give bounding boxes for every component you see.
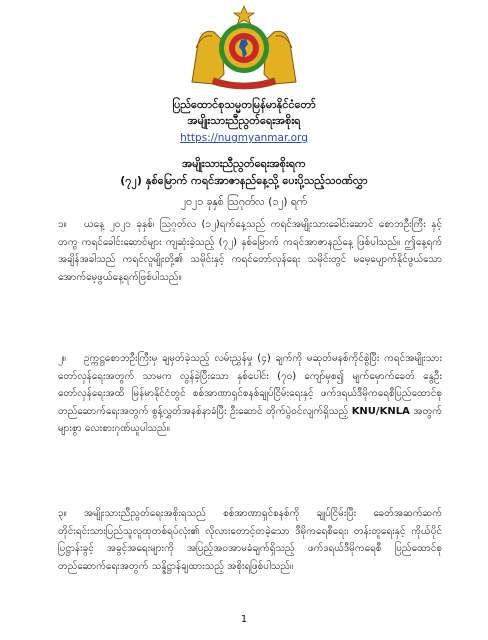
paragraph-1 bbox=[58, 216, 442, 286]
paragraph-3 bbox=[58, 505, 442, 575]
statement-title-line-1: အမျိုးသားညီညွတ်ရေးအစိုးရက bbox=[182, 157, 306, 170]
statement-date: ၂၀၂၁ ခုနှစ် ဩဂုတ်လ (၁၂) ရက် bbox=[180, 196, 308, 208]
paragraph-number: ၂။ bbox=[58, 353, 66, 364]
paragraph-2 bbox=[58, 350, 442, 438]
statement-title-line-2: (၇၂) နှစ်မြောက် ကရင်အာဇာနည်နေ့သို့ ပေးပို့သည့်သဝဏ်လွှာ bbox=[120, 174, 368, 187]
header-line-1: ပြည်ထောင်စုသမ္မတမြန်မာနိုင်ငံတော် bbox=[172, 98, 316, 111]
organization-name: KNU/KNLA bbox=[351, 405, 410, 417]
paragraph-text: ယနေ့ ၂၀၂၁ ခုနှစ်၊ ဩဂုတ်လ (၁၂)ရက်နေ့သည် ကရင်အမျိုးသားခေါင်းဆောင် စောဘဦးကြီး နှင့်တကွ ကရင်ခေါင်းဆောင်များ ကျဆုံးခဲ့သည့် (၇၂) နှစ်မြောက် ကရင်အာဇာနည်နေ့ ဖြစ်ပါသည်။ ဤနေ့ရက်အချိန်အခါသည် ကရင်လူမျိုးတို့၏ သမိုင်းနှင့် ကရင်တော်လှန်ရေး သမိုင်းတွင် မမေ့ပျောက်နိုင်ဖွယ်သော အောက်မေ့ဖွယ်နေ့ရက်ဖြစ်ပါသည်။ bbox=[58, 219, 442, 283]
paragraph-number: ၁။ bbox=[58, 219, 67, 230]
state-emblem-icon bbox=[184, 4, 304, 90]
paragraph-text: အမျိုးသားညီညွတ်ရေးအစိုးရသည် စစ်အာဏာရှင်စနစ်ကို ချုပ်ငြိမ်းပြီး ခေတ်အဆက်ဆက် တိုင်းရင်းသားပြည်သူလူထုတစ်ရပ်လုံး၏ လိုလားတောင့်တခဲ့သော ဒီမိုကရေစီရေး၊ တန်းတူရေးနှင့် ကိုယ်ပိုင်ပြဋ္ဌာန်းခွင့် အခွင့်အရေးများကို အပြည့်အဝအာမခံချက်ရှိသည့် ဖက်ဒရယ်ဒီမိုကရေစီ ပြည်ထောင်စု တည်ဆောက်ရေးအတွက် သန္နိဋ္ဌာန်ချထားသည့် အစိုးရဖြစ်ပါသည်။ bbox=[58, 508, 442, 572]
paragraph-text: ဥက္ကဋ္ဌစောဘဦးကြီးမှ ချမှတ်ခဲ့သည့် လမ်းညွှန်မှု (၄) ချက်ကို မဆုတ်မနစ်ကိုင်စွဲပြီး ကရင်အမျိုးသား တော်လှန်ရေးအတွက် သာမက လွန်ခဲ့ပြီးသော နှစ်ပေါင်း (၇၀) ကျော်မှစ၍ မျက်မှောက်ခေတ် နွေဦးတော်လှန်ရေးအထိ မြန်မာနိုင်ငံတွင် စစ်အာဏာရှင်စနစ်ချုပ်ငြိမ်းရေးနှင့် ဖက်ဒရယ်ဒီမိုကရေစီပြည်ထောင်စု တည်ဆောက်ရေးအတွက် စွန့်လွှတ်အနစ်နာခံပြီး ဦးဆောင် တိုက်ပွဲဝင်လျက်ရှိသည့် bbox=[58, 353, 442, 417]
page-number: 1 bbox=[240, 614, 248, 625]
header-line-2: အမျိုးသားညီညွတ်ရေးအစိုးရ bbox=[187, 114, 301, 127]
paragraph-number: ၃။ bbox=[58, 508, 67, 519]
website-link[interactable]: https://nugmyanmar.org bbox=[180, 132, 308, 144]
paragraph-text-end: အတွက် များစွာ လေးစားဂုဏ်ယူပါသည်။ bbox=[58, 405, 442, 434]
